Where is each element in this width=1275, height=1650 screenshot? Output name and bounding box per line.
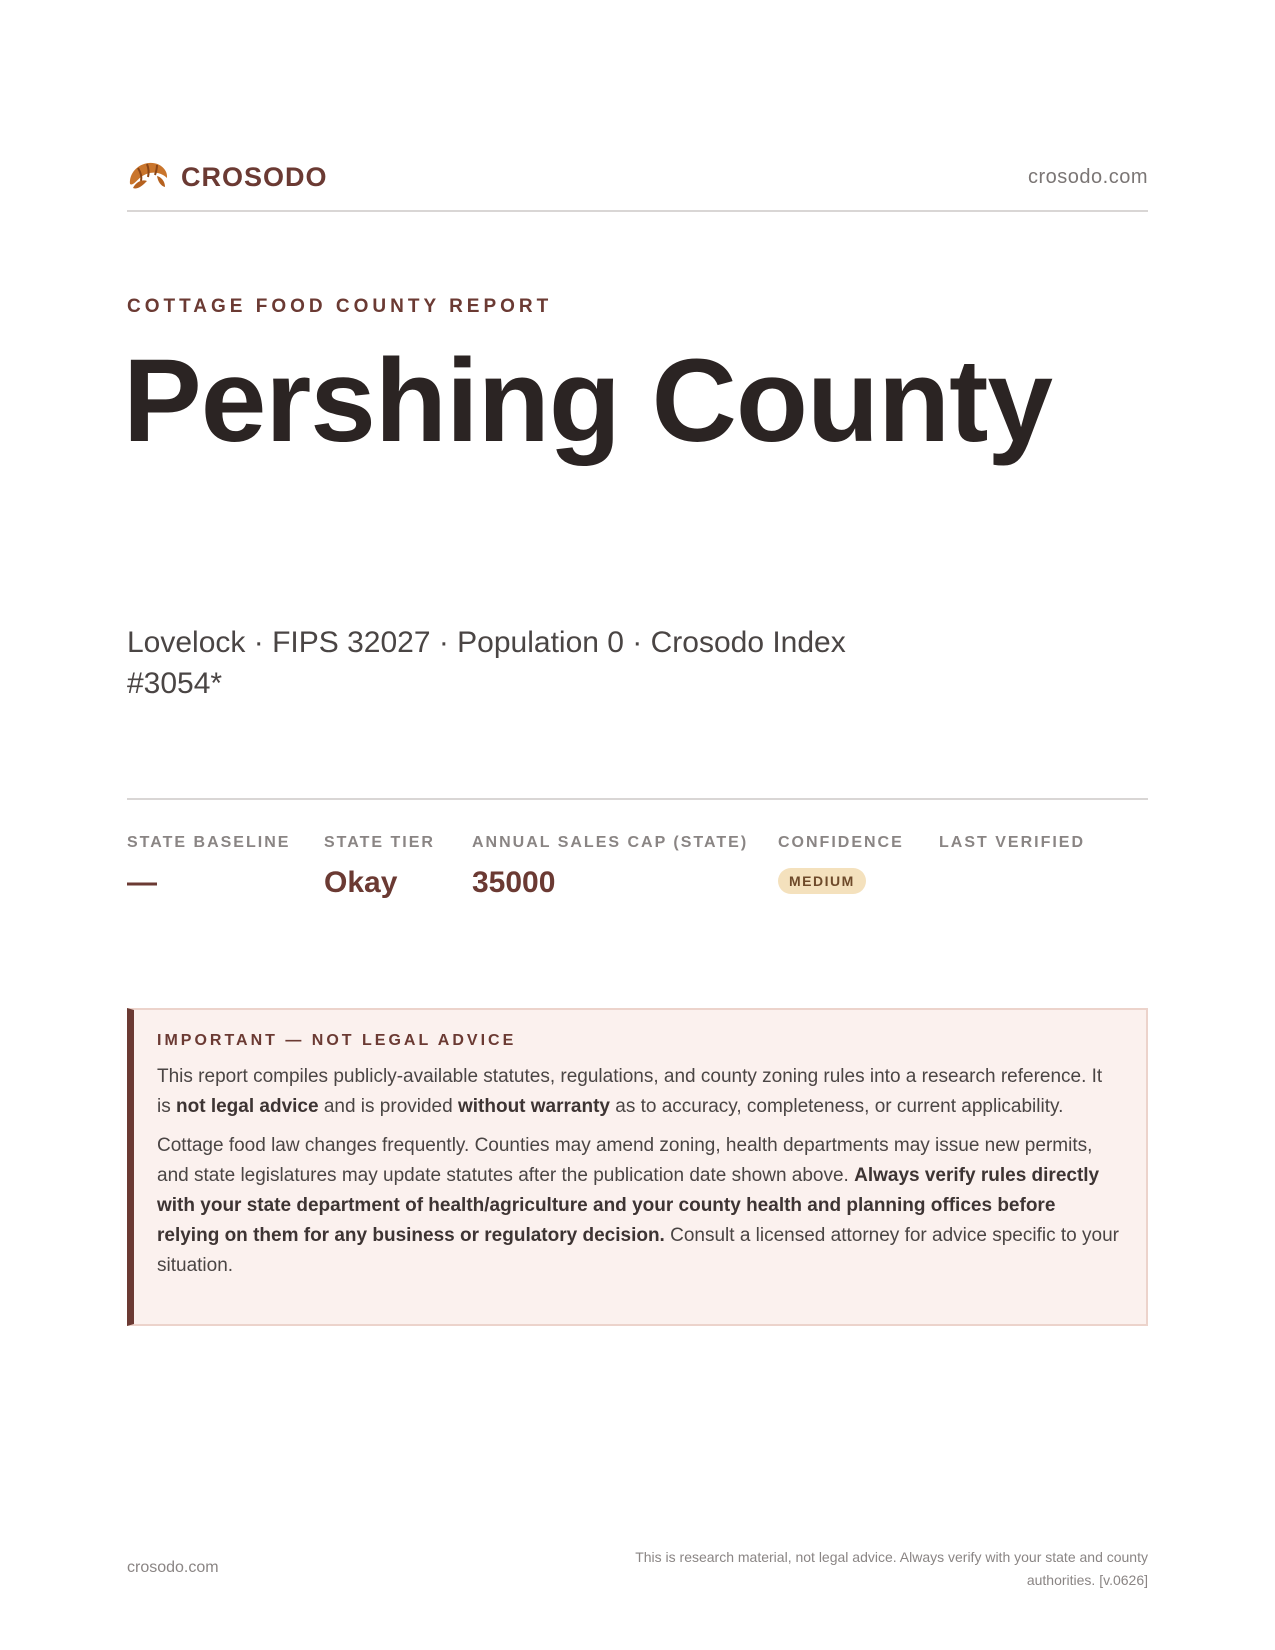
- notice-paragraph: [157, 1062, 1120, 1122]
- stat-state-baseline: [127, 834, 324, 900]
- notice-emphasis: not legal advice: [176, 1096, 319, 1117]
- footer-site-link[interactable]: crosodo.com: [127, 1559, 219, 1576]
- notice-title: IMPORTANT — NOT LEGAL ADVICE: [157, 1032, 517, 1049]
- stat-label: STATE BASELINE: [127, 834, 291, 851]
- stat-annual-sales-cap: [472, 834, 778, 900]
- notice-text: Consult a licensed attorney for advice specific to your situation.: [157, 1225, 1119, 1276]
- notice-text: and is provided: [318, 1096, 458, 1117]
- stats-row: [127, 834, 1148, 900]
- confidence-badge: MEDIUM: [778, 868, 866, 894]
- county-title: Pershing County: [123, 335, 1053, 467]
- report-page: [123, 0, 1148, 1650]
- stat-value: Okay: [324, 866, 398, 899]
- county-subline: Lovelock · FIPS 32027 · Population 0 · Crosodo Index #3054*: [127, 626, 846, 700]
- header-bar: [127, 158, 1148, 212]
- notice-text: Cottage food law changes frequently. Counties may amend zoning, health departments may issue new permits, and state legislatures may update statutes after the publication date shown above.: [157, 1135, 1093, 1186]
- section-divider: [127, 798, 1148, 800]
- stat-state-tier: [324, 834, 472, 900]
- stat-last-verified: [939, 834, 1085, 900]
- stat-value: —: [127, 866, 157, 899]
- brand-name: CROSODO: [181, 161, 328, 192]
- stat-label: LAST VERIFIED: [939, 834, 1086, 851]
- footer-disclaimer: This is research material, not legal advice. Always verify with your state and county authorities. [v.0626]: [635, 1549, 1148, 1588]
- report-kicker: COTTAGE FOOD COUNTY REPORT: [127, 296, 553, 317]
- notice-emphasis: Always verify rules directly with your state department of health/agriculture and your county health and planning offices before relying on them for any business or regulatory decision.: [157, 1165, 1100, 1246]
- stat-confidence: [778, 834, 939, 900]
- legal-notice: [127, 1008, 1148, 1326]
- site-link[interactable]: crosodo.com: [1028, 165, 1148, 188]
- stat-value: 35000: [472, 866, 556, 899]
- notice-emphasis: without warranty: [457, 1096, 610, 1117]
- notice-text: This report compiles publicly-available statutes, regulations, and county zoning rules into a research reference. It is: [157, 1066, 1103, 1117]
- notice-paragraph: [157, 1131, 1120, 1281]
- stat-label: ANNUAL SALES CAP (STATE): [472, 834, 749, 851]
- brand[interactable]: [127, 157, 328, 197]
- stat-label: STATE TIER: [324, 834, 435, 851]
- croissant-icon: [127, 157, 169, 197]
- notice-text: as to accuracy, completeness, or current applicability.: [609, 1096, 1064, 1117]
- stat-label: CONFIDENCE: [778, 834, 904, 851]
